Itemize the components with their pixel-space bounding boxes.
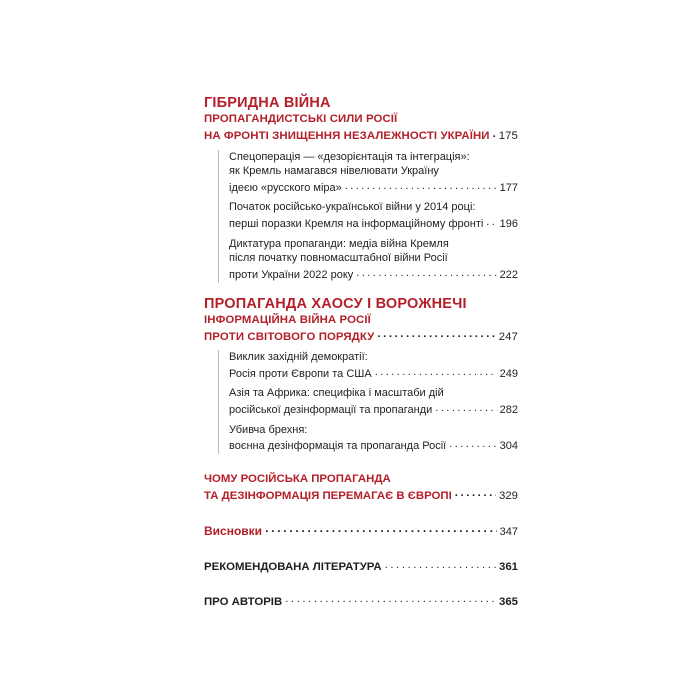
toc-section-authors[interactable] xyxy=(204,592,518,610)
dot-leader xyxy=(345,179,497,191)
page-number: 329 xyxy=(498,489,518,502)
toc-section-conclusions[interactable] xyxy=(204,521,518,539)
entry-line: як Кремль намагався нівелювати Україну xyxy=(229,165,439,178)
section-title: ПРОПАГАНДА ХАОСУ І ВОРОЖНЕЧІ xyxy=(204,295,467,312)
page-number: 177 xyxy=(499,181,518,194)
dot-leader xyxy=(265,521,497,534)
section-subtitle-line: ПРОПАГАНДИСТСЬКІ СИЛИ РОСІЇ xyxy=(204,113,398,125)
page-number: 347 xyxy=(499,525,518,538)
toc-section-hybrid-war xyxy=(204,94,518,283)
entry-line: після початку повномасштабної війни Росії xyxy=(229,252,448,265)
entry-line: перші поразки Кремля на інформаційному фронті xyxy=(229,218,484,231)
section-subtitle-line: НА ФРОНТІ ЗНИЩЕННЯ НЕЗАЛЕЖНОСТІ УКРАЇНИ xyxy=(204,130,490,143)
dot-leader xyxy=(435,401,496,413)
page-number: 304 xyxy=(499,440,518,453)
entry-line: Спецоперація — «дезорієнтація та інтеграція»: xyxy=(229,150,470,163)
toc-section-why-propaganda-wins[interactable] xyxy=(204,472,518,504)
toc-entry[interactable] xyxy=(229,237,518,283)
section-title: ГІБРИДНА ВІЙНА xyxy=(204,95,331,111)
entry-line: проти України 2022 року xyxy=(229,268,354,281)
entry-line: Виклик західній демократії: xyxy=(229,351,368,364)
section-title-line: ТА ДЕЗІНФОРМАЦІЯ ПЕРЕМАГАЄ В ЄВРОПІ xyxy=(204,489,452,502)
dot-leader xyxy=(486,215,496,227)
entry-line: Росія проти Європи та США xyxy=(229,367,372,380)
toc-section-literature[interactable] xyxy=(204,558,518,576)
section-subtitle-line: ПРОТИ СВІТОВОГО ПОРЯДКУ xyxy=(204,330,375,343)
dot-leader xyxy=(356,266,496,278)
entry-line: російської дезінформації та пропаганди xyxy=(229,404,433,417)
toc-entry[interactable] xyxy=(229,350,518,381)
toc-entry[interactable] xyxy=(229,200,518,231)
page-number: 282 xyxy=(499,404,518,417)
page-number: 222 xyxy=(499,268,518,281)
page-number: 365 xyxy=(498,595,518,608)
section-title: РЕКОМЕНДОВАНА ЛІТЕРАТУРА xyxy=(204,561,382,574)
page-number: 249 xyxy=(499,367,518,380)
section-title: Висновки xyxy=(204,523,263,538)
section-title: ПРО АВТОРІВ xyxy=(204,595,283,608)
page-number: 175 xyxy=(498,130,518,143)
entry-line: ідеєю «русского міра» xyxy=(229,181,342,194)
subsection-list xyxy=(218,150,518,283)
toc-entry[interactable] xyxy=(229,386,518,417)
section-subtitle-line: ІНФОРМАЦІЙНА ВІЙНА РОСІЇ xyxy=(204,313,371,326)
entry-line: Азія та Африка: специфіка і масштаби дій xyxy=(229,387,444,400)
page-number: 196 xyxy=(499,218,518,231)
entry-line: Убивча брехня: xyxy=(229,423,308,436)
page-number: 247 xyxy=(498,330,518,343)
page-number: 361 xyxy=(498,561,518,574)
subsection-list xyxy=(218,350,518,454)
entry-line: Початок російсько-української війни у 2014 році: xyxy=(229,201,476,214)
dot-leader xyxy=(375,365,497,377)
dot-leader xyxy=(493,127,496,140)
toc-section-chaos-propaganda xyxy=(204,295,518,454)
entry-line: воєнна дезінформація та пропаганда Росії xyxy=(229,440,447,453)
dot-leader xyxy=(377,327,495,340)
toc-entry[interactable] xyxy=(229,423,518,454)
entry-line: Диктатура пропаганди: медіа війна Кремля xyxy=(229,237,449,250)
section-title-line: ЧОМУ РОСІЙСЬКА ПРОПАГАНДА xyxy=(204,472,391,485)
toc-entry[interactable] xyxy=(229,150,518,196)
dot-leader xyxy=(385,558,496,571)
table-of-contents xyxy=(204,94,518,610)
section-subtitle xyxy=(204,112,518,144)
dot-leader xyxy=(449,437,496,449)
dot-leader xyxy=(285,592,496,605)
section-subtitle xyxy=(204,313,518,345)
dot-leader xyxy=(455,486,496,499)
